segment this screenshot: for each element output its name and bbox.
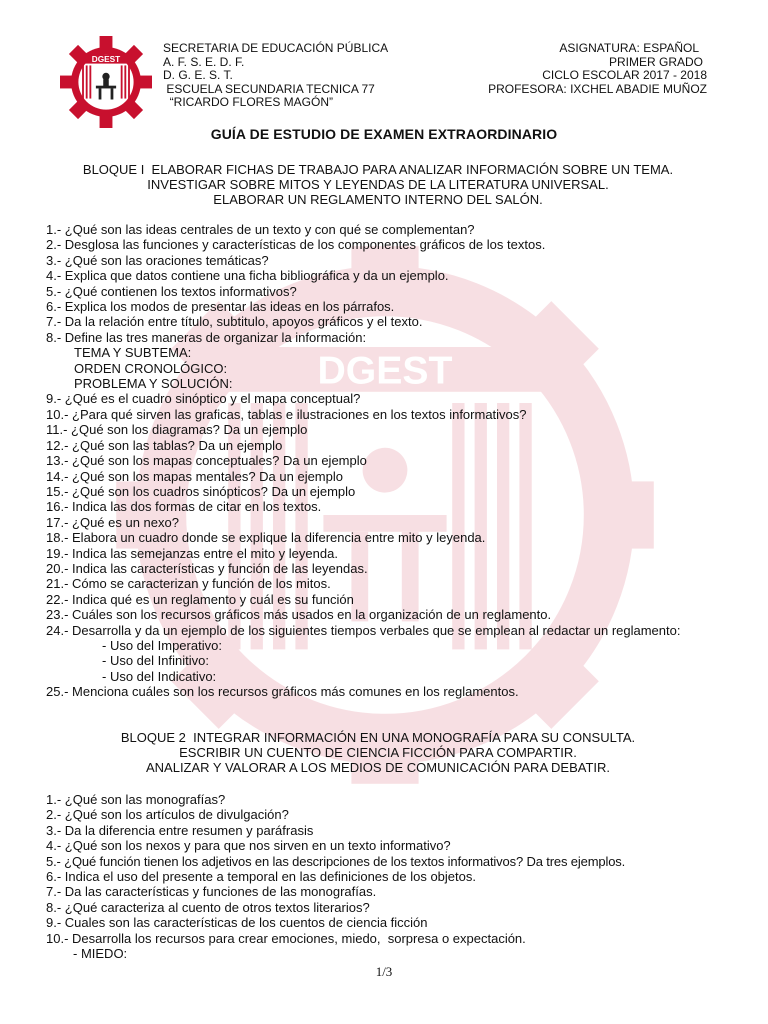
block-heading-line: ESCRIBIR UN CUENTO DE CIENCIA FICCIÓN PARA COMPARTIR.: [179, 745, 577, 760]
block1-question-list: [46, 222, 738, 700]
question: 24.- Desarrolla y da un ejemplo de los siguientes tiempos verbales que se emplean al redactar un reglamento:: [46, 622, 681, 638]
watermark-text: DGEST: [317, 349, 453, 393]
question: 4.- Explica que datos contiene una ficha bibliográfica y da un ejemplo.: [46, 268, 449, 284]
header-line: A. F. S. E. D. F.: [163, 54, 245, 69]
question: 15.- ¿Qué son los cuadros sinópticos? Da un ejemplo: [46, 483, 356, 499]
question: 10.- ¿Para qué sirven las graficas, tablas e ilustraciones en los textos informativos?: [46, 406, 527, 422]
question: 25.- Menciona cuáles son los recursos gráficos más comunes en los reglamentos.: [46, 684, 519, 700]
question: 16.- Indica las dos formas de citar en los textos.: [46, 499, 322, 515]
question: 22.- Indica qué es un reglamento y cuál es su función: [46, 591, 354, 607]
question: 5.- ¿Qué contienen los textos informativos?: [46, 283, 297, 299]
question: 8.- ¿Qué caracteriza al cuento de otros textos literarios?: [46, 899, 370, 915]
document-title: GUÍA DE ESTUDIO DE EXAMEN EXTRAORDINARIO: [210, 126, 558, 142]
question-subitem: - Uso del Indicativo:: [102, 668, 217, 684]
header-line: PRIMER GRADO: [608, 54, 703, 69]
header-line: SECRETARIA DE EDUCACIÓN PÚBLICA: [163, 41, 389, 55]
header-institution: [163, 42, 388, 110]
question: 4.- ¿Qué son los nexos y para que nos sirven en un texto informativo?: [46, 838, 451, 854]
block2-question-list: [46, 792, 738, 961]
header-line: ASIGNATURA: ESPAÑOL: [559, 41, 699, 55]
block-heading-line: ANALIZAR Y VALORAR A LOS MEDIOS DE COMUNICACIÓN PARA DEBATIR.: [145, 760, 611, 775]
header-line: “RICARDO FLORES MAGÓN”: [163, 95, 334, 109]
question: 9.- Cuales son las características de los cuentos de ciencia ficción: [46, 915, 428, 931]
block1-heading: [40, 162, 716, 207]
question: 6.- Explica los modos de presentar las ideas en los párrafos.: [46, 299, 395, 315]
question: 9.- ¿Qué es el cuadro sinóptico y el mapa conceptual?: [46, 391, 361, 407]
question: 7.- Da las características y funciones de las monografías.: [46, 884, 377, 900]
block-heading-line: BLOQUE 2 INTEGRAR INFORMACIÓN EN UNA MONOGRAFÍA PARA SU CONSULTA.: [120, 730, 636, 745]
question: 1.- ¿Qué son las monografías?: [46, 792, 226, 807]
question: 14.- ¿Qué son los mapas mentales? Da un ejemplo: [46, 468, 343, 484]
block2-heading: [40, 730, 716, 775]
question: 3.- Da la diferencia entre resumen y paráfrasis: [46, 822, 314, 838]
question-subitem: TEMA Y SUBTEMA:: [74, 345, 192, 361]
question: 18.- Elabora un cuadro donde se explique la diferencia entre mito y leyenda.: [46, 530, 486, 546]
question: 1.- ¿Qué son las ideas centrales de un texto y con qué se complementan?: [46, 222, 475, 237]
block-heading-line: ELABORAR UN REGLAMENTO INTERNO DEL SALÓN.: [213, 192, 543, 207]
question: 8.- Define las tres maneras de organizar la información:: [46, 329, 367, 345]
question: 6.- Indica el uso del presente a temporal en las definiciones de los objetos.: [46, 869, 476, 885]
logo-text: DGEST: [91, 54, 121, 64]
header-line: D. G. E. S. T.: [163, 68, 233, 82]
block-heading-line: INVESTIGAR SOBRE MITOS Y LEYENDAS DE LA LITERATURA UNIVERSAL.: [147, 177, 609, 192]
question: 17.- ¿Qué es un nexo?: [46, 514, 179, 530]
header-line: PROFESORA: IXCHEL ABADIE MUÑOZ: [488, 81, 707, 96]
question: 21.- Cómo se caracterizan y función de los mitos.: [46, 576, 331, 592]
question: 23.- Cuáles son los recursos gráficos más usados en la organización de un reglamento.: [46, 607, 552, 623]
question: 3.- ¿Qué son las oraciones temáticas?: [46, 252, 269, 268]
question-subitem: PROBLEMA Y SOLUCIÓN:: [74, 376, 233, 392]
question-subitem: - Uso del Imperativo:: [102, 637, 222, 653]
question: 2.- ¿Qué son los artículos de divulgación?: [46, 807, 289, 823]
question: 13.- ¿Qué son los mapas conceptuales? Da un ejemplo: [46, 453, 367, 469]
question: 19.- Indica las semejanzas entre el mito y leyenda.: [46, 545, 338, 561]
question: 7.- Da la relación entre título, subtitulo, apoyos gráficos y el texto.: [46, 314, 423, 330]
question-subitem: ORDEN CRONOLÓGICO:: [74, 360, 228, 376]
page-number: 1/3: [375, 964, 393, 979]
question: 5.- ¿Qué función tienen los adjetivos en las descripciones de los textos informativos? Da tres ejemplos.: [46, 853, 626, 869]
question: 11.- ¿Qué son los diagramas? Da un ejemplo: [46, 422, 308, 438]
header-line: CICLO ESCOLAR 2017 - 2018: [542, 68, 707, 82]
question: 12.- ¿Qué son las tablas? Da un ejemplo: [46, 437, 283, 453]
question-subitem: - MIEDO:: [73, 946, 128, 962]
header-line: ESCUELA SECUNDARIA TECNICA 77: [163, 81, 375, 96]
question-subitem: - Uso del Infinitivo:: [102, 653, 209, 669]
block-heading-line: BLOQUE I ELABORAR FICHAS DE TRABAJO PARA ANALIZAR INFORMACIÓN SOBRE UN TEMA.: [82, 162, 674, 177]
question: 10.- Desarrolla los recursos para crear emociones, miedo, sorpresa o expectación.: [46, 930, 526, 946]
dgest-logo: [60, 36, 152, 128]
question: 20.- Indica las características y función de las leyendas.: [46, 560, 368, 576]
header-course-info: [488, 42, 707, 96]
question: 2.- Desglosa las funciones y características de los componentes gráficos de los textos.: [46, 237, 546, 253]
